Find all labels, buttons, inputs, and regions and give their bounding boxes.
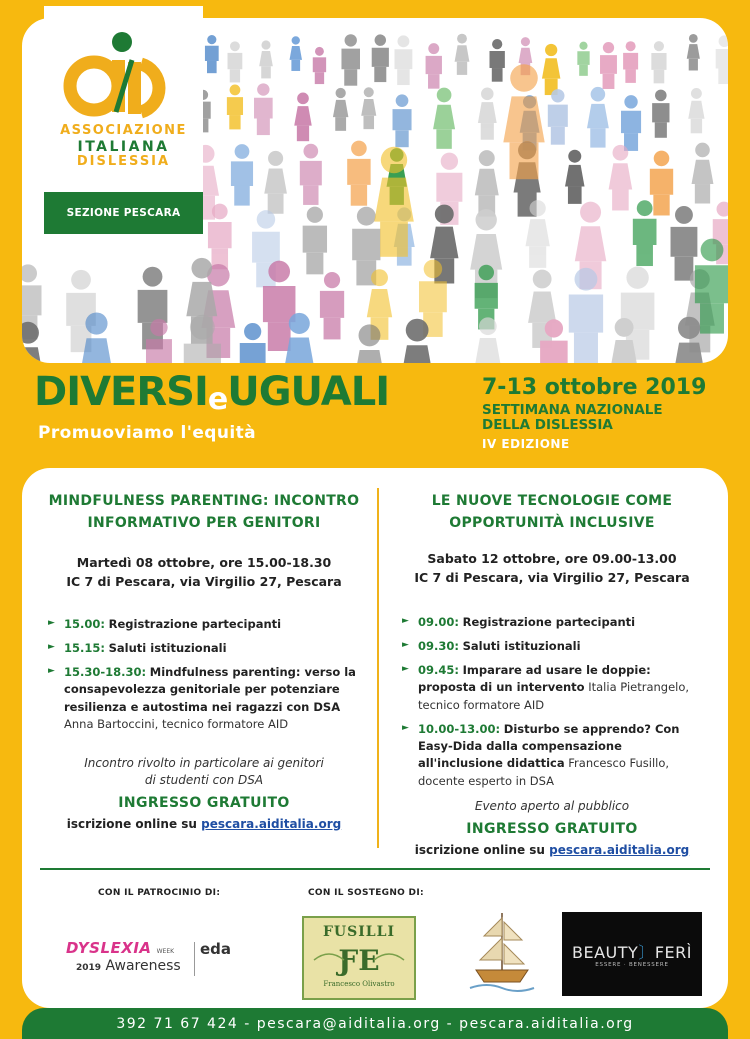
week-line-1: SETTIMANA NAZIONALE	[482, 402, 663, 418]
person-icon	[587, 87, 609, 148]
logo-line-associazione: ASSOCIAZIONE	[60, 123, 187, 138]
column-divider	[377, 488, 379, 848]
person-icon	[489, 39, 504, 82]
event-note: Evento aperto al pubblico	[474, 798, 630, 813]
list-item: ► 15.30-18.30: Mindfulness parenting: verso la consapevolezza genitoriale per potenziare resilienza e autostima nei ragazzi con DSA Anna Bartoccini, tecnico formatore AID	[48, 664, 360, 733]
event-when-where	[402, 549, 702, 588]
person-icon	[227, 85, 243, 130]
event-dates: 7-13 ottobre 2019	[482, 375, 707, 400]
fusilli-emblem	[304, 940, 414, 980]
person-icon	[478, 88, 497, 140]
person-icon	[264, 151, 287, 214]
fusilli-logo: FUSILLI ƑE Francesco Olivastro	[302, 916, 416, 1000]
aid-logo	[44, 6, 203, 234]
event-date-time: Sabato 12 ottobre, ore 09.00-13.00	[427, 550, 677, 566]
person-icon	[600, 42, 617, 89]
person-icon	[347, 141, 370, 206]
person-icon	[503, 64, 544, 179]
sailing-ship-icon	[462, 908, 542, 998]
main-title	[34, 369, 389, 417]
list-item: ► 15.15: Saluti istituzionali	[48, 640, 360, 657]
person-icon	[716, 35, 728, 84]
person-icon	[548, 89, 568, 145]
person-icon	[687, 34, 700, 71]
edition-label: IV EDIZIONE	[482, 437, 570, 451]
list-item: ► 15.00: Registrazione partecipanti	[48, 616, 360, 633]
support-label: CON IL SOSTEGNO DI:	[308, 888, 424, 898]
dyslexia-awareness-logo: DYSLEXIA WEEK 2019 Awareness eda	[66, 939, 232, 974]
list-item: ► 09.45: Imparare ad usare le doppie: proposta di un intervento Italia Pietrangelo, tecnico formatore AID	[402, 662, 702, 714]
person-icon	[542, 44, 560, 95]
person-icon	[303, 207, 327, 275]
list-item: ► 09.00: Registrazione partecipanti	[402, 614, 702, 631]
person-icon	[205, 35, 219, 73]
program-list	[402, 614, 702, 790]
event-tecnologie	[402, 490, 702, 857]
person-icon	[633, 200, 657, 266]
registration-link[interactable]: pescara.aiditalia.org	[549, 842, 690, 857]
person-icon	[426, 43, 442, 89]
program-list	[48, 616, 360, 734]
person-icon	[240, 323, 266, 363]
free-entry-label: INGRESSO GRATUITO	[466, 820, 638, 837]
contact-footer: 392 71 67 424 - pescara@aiditalia.org - pescara.aiditalia.org	[22, 1008, 728, 1039]
registration-line: iscrizione online su pescara.aiditalia.org	[414, 842, 690, 857]
person-icon	[300, 144, 322, 205]
ship-logo	[462, 908, 542, 998]
title-diversi: DIVERSI	[34, 369, 208, 415]
person-icon	[652, 90, 669, 138]
person-icon	[609, 145, 633, 211]
list-item: ► 09.30: Saluti istituzionali	[402, 638, 702, 655]
person-icon	[651, 41, 666, 83]
patronage-label: CON IL PATROCINIO DI:	[98, 888, 221, 898]
event-location: IC 7 di Pescara, via Virgilio 27, Pescara	[66, 574, 342, 590]
title-area	[0, 363, 750, 468]
event-title-line-1: LE NUOVE TECNOLOGIE COME	[431, 493, 673, 509]
person-icon	[671, 206, 698, 281]
aid-logo-mark	[44, 20, 203, 130]
registration-link[interactable]: pescara.aiditalia.org	[201, 816, 342, 831]
person-icon	[313, 47, 326, 84]
person-icon	[290, 36, 302, 71]
section-badge: SEZIONE PESCARA	[44, 192, 203, 234]
person-icon	[688, 88, 704, 133]
person-icon	[650, 151, 673, 216]
person-icon	[294, 93, 312, 142]
subtitle: Promuoviamo l'equità	[38, 423, 256, 443]
person-icon	[320, 272, 344, 339]
person-icon	[475, 150, 499, 217]
event-note: Incontro rivolto in particolare ai genitori di studenti con DSA	[84, 756, 324, 787]
registration-line: iscrizione online su pescara.aiditalia.org	[66, 816, 342, 831]
week-line-2: DELLA DISLESSIA	[482, 416, 613, 433]
title-conjunction: e	[207, 382, 228, 417]
program-panel	[22, 468, 728, 1008]
event-title	[48, 490, 360, 535]
person-icon	[372, 34, 389, 82]
person-icon	[254, 83, 273, 135]
event-when-where	[48, 553, 360, 592]
person-icon	[394, 35, 412, 85]
person-icon	[455, 34, 470, 75]
logo-line-dislessia: DISLESSIA	[76, 154, 171, 170]
person-icon	[565, 150, 585, 204]
partners-divider	[40, 868, 710, 870]
event-title-line-2: INFORMATIVO PER GENITORI	[87, 515, 321, 532]
person-icon	[231, 144, 253, 205]
person-icon	[374, 147, 414, 257]
event-location: IC 7 di Pescara, via Virgilio 27, Pescara	[414, 570, 690, 586]
week-title	[482, 403, 663, 432]
logo-line-italiana: ITALIANA	[77, 138, 170, 155]
title-uguali: UGUALI	[227, 369, 390, 415]
person-icon	[138, 267, 168, 350]
event-date-time: Martedì 08 ottobre, ore 15.00-18.30	[76, 554, 332, 570]
list-item: ► 10.00-13.00: Disturbo se apprendo? Con Easy-Dida dalla compensazione all'inclusione didattica Francesco Fusillo, docente esperto in DSA	[402, 721, 702, 790]
free-entry-label: INGRESSO GRATUITO	[118, 794, 290, 811]
person-icon	[333, 88, 348, 131]
person-icon	[623, 41, 638, 83]
event-title-line-2: OPPORTUNITÀ INCLUSIVE	[449, 515, 655, 532]
person-icon	[341, 34, 360, 85]
person-icon	[393, 94, 412, 147]
person-icon	[228, 41, 243, 82]
person-icon	[361, 87, 376, 129]
person-icon	[621, 95, 641, 151]
event-title-line-1: MINDFULNESS PARENTING: INCONTRO	[48, 493, 360, 509]
svg-text:ƑE: ƑE	[338, 944, 380, 977]
event-mindfulness	[48, 490, 360, 831]
event-title	[402, 490, 702, 535]
person-icon	[692, 143, 714, 204]
person-icon	[577, 42, 589, 76]
person-icon	[259, 40, 273, 78]
beautyferi-logo: BEAUTY〕FERÌ ESSERE · BENESSERE	[562, 912, 702, 996]
person-icon	[433, 88, 455, 149]
